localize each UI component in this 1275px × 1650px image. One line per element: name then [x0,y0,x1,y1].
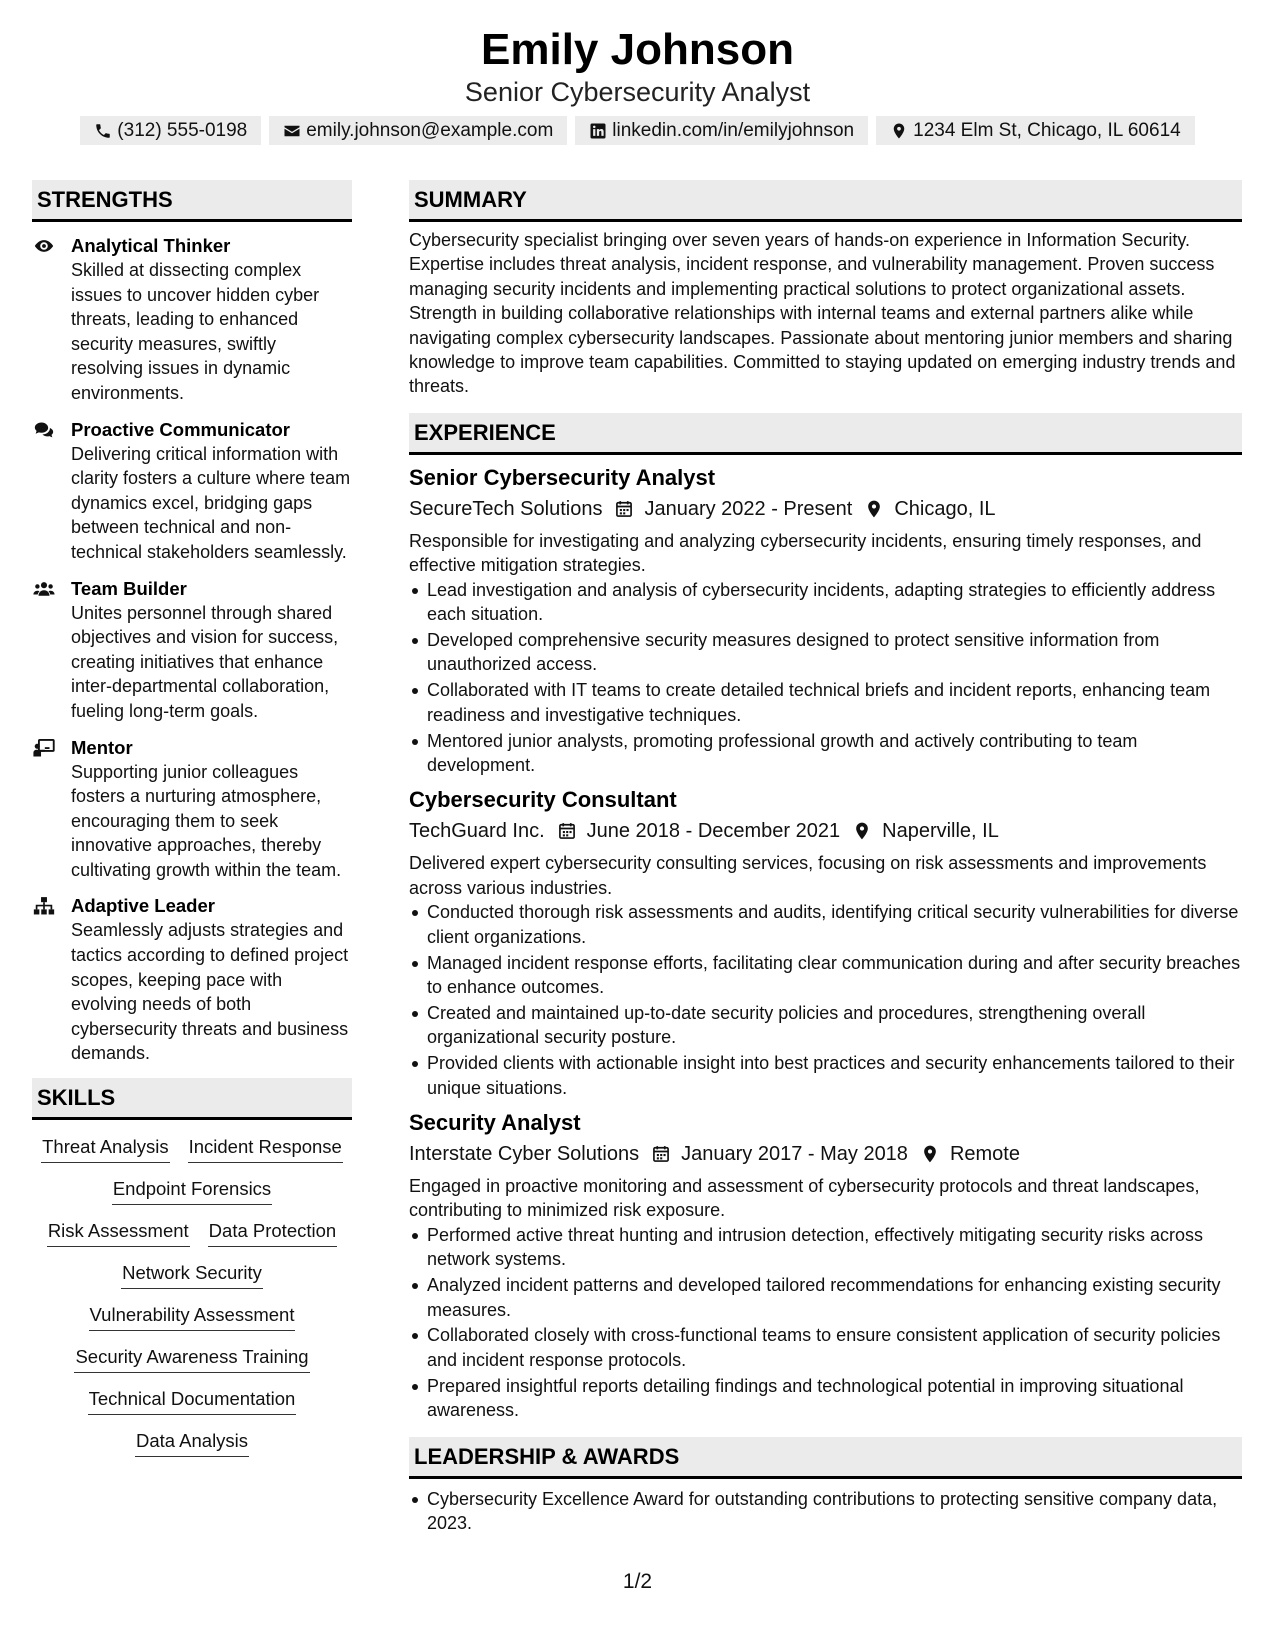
candidate-title: Senior Cybersecurity Analyst [464,77,811,107]
skill-tag: Data Protection [208,1219,338,1247]
job-company: TechGuard Inc. [409,820,545,843]
contact-email[interactable] [269,116,567,145]
job-bullet: Managed incident response efforts, facilitating clear communication during and after security breaches to enhance outcomes. [409,951,1242,1000]
job-entry [409,785,1242,1100]
calendar-icon [614,499,634,519]
job-bullet: Provided clients with actionable insight into best practices and security enhancements tailored to their unique situations. [409,1051,1242,1100]
skills-heading: SKILLS [32,1078,352,1120]
chalkboard-teacher-icon [33,738,55,758]
strength-desc: Delivering critical information with clarity fosters a culture where team dynamics excel, bridging gaps between technical and non-technical stakeholders seamlessly. [71,443,351,562]
job-title: Cybersecurity Consultant [409,787,677,813]
strengths-list [32,234,352,1066]
summary-text: Cybersecurity specialist bringing over seven years of hands-on experience in Information Security. Expertise includes threat analysis, incident response, and vulnerability management. Proven success managing security incidents and implementing practical solutions to protect organizational assets. Strength in building collaborative relationships with internal teams and external partners alike while navigating complex cybersecurity landscapes. Passionate about mentoring junior members and sharing knowledge to improve team capabilities. Committed to staying updated on emerging industry trends and threats. [409,230,1236,397]
job-description: Delivered expert cybersecurity consulting services, focusing on risk assessments and improvements across various industries. [409,853,1207,898]
job-bullet: Analyzed incident patterns and developed tailored recommendations for enhancing existing security measures. [409,1273,1242,1322]
right-column [409,180,1242,1537]
sitemap-icon [33,896,55,916]
job-bullets [409,900,1242,1100]
strength-desc: Supporting junior colleagues fosters a nurturing atmosphere, encouraging them to seek innovative approaches, thereby cultivating growth within the team. [71,761,342,880]
location-pin-icon [864,499,884,519]
job-dates: June 2018 - December 2021 [586,820,841,843]
contact-linkedin-text: linkedin.com/in/emilyjohnson [612,120,855,141]
job-entry [409,1108,1242,1423]
skill-tag: Vulnerability Assessment [89,1303,296,1331]
contact-bar [0,116,1275,145]
job-bullet: Mentored junior analysts, promoting professional growth and actively contributing to team development. [409,729,1242,778]
skill-tag: Incident Response [188,1135,343,1163]
phone-icon [94,122,112,140]
strength-item [32,418,352,565]
contact-phone[interactable] [80,116,261,145]
strength-title: Analytical Thinker [71,235,231,256]
job-meta [409,1139,1242,1169]
job-bullet: Conducted thorough risk assessments and audits, identifying critical security vulnerabilities for diverse client organizations. [409,900,1242,949]
chat-bubbles-icon [33,420,55,440]
job-location: Chicago, IL [894,497,996,520]
candidate-name: Emily Johnson [481,25,794,74]
skills-list [32,1135,352,1457]
eye-icon [33,236,55,256]
job-description: Engaged in proactive monitoring and assessment of cybersecurity protocols and threat landscapes, contributing to minimized risk exposure. [409,1175,1200,1221]
resume-header [0,0,1275,145]
strength-title: Adaptive Leader [71,895,215,917]
job-bullet: Performed active threat hunting and intrusion detection, effectively mitigating security risks across network systems. [409,1223,1242,1272]
skill-tag: Network Security [121,1261,263,1289]
calendar-icon [651,1144,671,1164]
job-title: Security Analyst [409,1109,581,1135]
job-location: Remote [949,1142,1020,1165]
job-location: Naperville, IL [882,820,999,843]
strength-item [32,577,352,724]
strength-item [32,736,352,883]
location-pin-icon [890,122,908,140]
skill-tag: Data Analysis [135,1429,249,1457]
strengths-heading: STRENGTHS [32,180,352,222]
location-pin-icon [920,1144,940,1164]
contact-phone-text: (312) 555-0198 [117,120,248,141]
calendar-icon [557,821,577,841]
job-dates: January 2017 - May 2018 [681,1142,908,1165]
skill-tag: Threat Analysis [41,1135,169,1163]
job-description: Responsible for investigating and analyzing cybersecurity incidents, ensuring timely responses, and effective mitigation strategies. [409,530,1202,576]
linkedin-icon [589,122,607,140]
awards-heading: LEADERSHIP & AWARDS [409,1437,1242,1479]
contact-address-text: 1234 Elm St, Chicago, IL 60614 [913,120,1181,141]
contact-linkedin[interactable] [575,116,868,145]
skill-tag: Endpoint Forensics [112,1177,272,1205]
job-title: Senior Cybersecurity Analyst [409,464,716,490]
skill-tag: Security Awareness Training [74,1345,309,1373]
contact-email-text: emily.johnson@example.com [306,120,554,141]
job-company: Interstate Cyber Solutions [409,1142,640,1165]
skill-tag: Risk Assessment [47,1219,190,1247]
left-column [32,180,352,1457]
strength-item [32,234,352,406]
job-meta [409,816,1242,846]
job-bullet: Collaborated with IT teams to create detailed technical briefs and incident reports, enhancing team readiness and investigative techniques. [409,678,1242,727]
job-bullet: Developed comprehensive security measures designed to protect sensitive information from unauthorized access. [409,628,1242,677]
job-dates: January 2022 - Present [644,497,853,520]
strength-desc: Seamlessly adjusts strategies and tactics according to defined project scopes, keeping pace with evolving needs of both cybersecurity threats and business demands. [71,920,349,1064]
contact-address [876,116,1195,145]
strength-title: Team Builder [71,577,187,599]
job-company: SecureTech Solutions [409,497,603,520]
job-bullet: Lead investigation and analysis of cybersecurity incidents, adapting strategies to efficiently address each situation. [409,578,1242,627]
strength-title: Proactive Communicator [71,418,290,440]
job-meta [409,494,1242,524]
strength-desc: Skilled at dissecting complex issues to uncover hidden cyber threats, leading to enhanced security measures, swiftly resolving issues in dynamic environments. [71,260,320,403]
award-item: Cybersecurity Excellence Award for outstanding contributions to protecting sensitive company data, 2023. [409,1487,1242,1536]
job-bullets [409,1223,1242,1423]
job-bullet: Created and maintained up-to-date security policies and procedures, strengthening overall organizational security posture. [409,1001,1242,1050]
users-icon [33,579,55,599]
location-pin-icon [852,821,872,841]
skill-tag: Technical Documentation [88,1387,297,1415]
awards-list [409,1487,1242,1536]
experience-heading: EXPERIENCE [409,413,1242,455]
summary-heading: SUMMARY [409,180,1242,222]
strength-desc: Unites personnel through shared objectives and vision for success, creating initiatives that enhance inter-departmental collaboration, fueling long-term goals. [71,602,339,721]
page-number: 1/2 [622,1570,653,1593]
envelope-icon [283,122,301,140]
job-entry [409,463,1242,778]
strength-title: Mentor [71,736,133,758]
job-bullets [409,578,1242,778]
job-bullet: Prepared insightful reports detailing findings and technological potential in improving situational awareness. [409,1374,1242,1423]
job-bullet: Collaborated closely with cross-functional teams to ensure consistent application of security policies and incident response protocols. [409,1323,1242,1372]
strength-item [32,894,352,1066]
